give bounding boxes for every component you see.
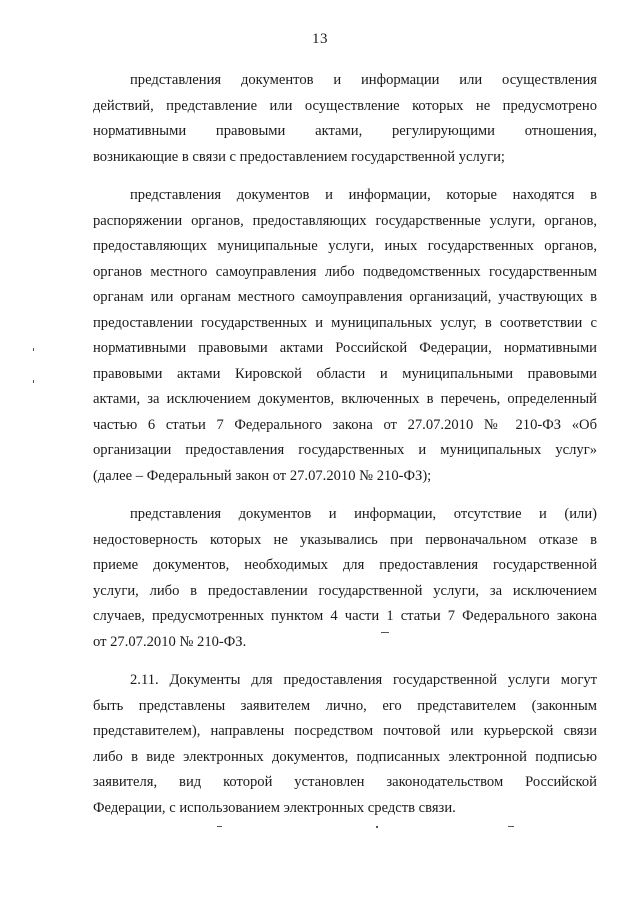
text-line: быть представлены заявителем лично, его представителем (законным [93,697,597,714]
scan-speck [508,826,514,827]
paragraph [93,502,597,655]
paragraph [93,68,597,170]
text-line: организации предоставления государственных и муниципальных услуг» [93,442,597,458]
text-line: возникающие в связи с предоставлением государственной услуги; [93,148,505,165]
text-line: либо в виде электронных документов, подписанных электронной подписью [93,748,597,765]
scan-speck [33,348,34,351]
text-line: действий, представление или осуществление которых не предусмотрено [93,97,597,114]
text-line: нормативными правовыми актами Российской Федерации, нормативными [93,340,597,356]
text-line: частью 6 статьи 7 Федерального закона от 27.07.2010 № 210-ФЗ «Об [93,416,597,433]
text-line: представителем), направлены посредством почтовой или курьерской связи [93,723,597,739]
scan-speck [381,632,389,633]
text-line: органам или органам местного самоуправления организаций, участвующих в [93,289,597,305]
text-line: (далее – Федеральный закон от 27.07.2010 № 210-ФЗ); [93,467,432,484]
text-line: Федерации, с использованием электронных средств связи. [93,799,456,816]
text-line: услуги, либо в предоставлении государственной услуги, за исключением [93,582,597,599]
text-line: недостоверность которых не указывались при первоначальном отказе в [93,531,597,548]
text-line: представления документов и информации, которые находятся в [130,187,597,203]
text-line: заявителя, вид которой установлен законодательством Российской [93,774,597,790]
paragraph [93,668,597,821]
text-line: от 27.07.2010 № 210-ФЗ. [93,633,247,650]
text-line: правовыми актами Кировской области и муниципальными правовыми [93,365,597,382]
page-number: 13 [312,31,328,47]
text-line: представления документов и информации, отсутствие и (или) [130,506,597,522]
text-line: предоставляющих муниципальные услуги, иных государственных органов, [93,238,597,254]
text-line: 2.11. Документы для предоставления государственной услуги могут [130,672,597,688]
text-line: представления документов и информации или осуществления [130,72,597,88]
text-line: распоряжении органов, предоставляющих государственные услуги, органов, [93,212,597,229]
document-body [93,68,597,821]
text-line: случаев, предусмотренных пунктом 4 части 1 статьи 7 Федерального закона [93,608,597,624]
text-line: приеме документов, необходимых для предоставления государственной [93,557,597,573]
scan-speck [376,826,378,828]
scan-speck [33,380,34,383]
scan-speck [217,826,222,827]
paragraph [93,183,597,489]
text-line: предоставлении государственных и муниципальных услуг, в соответствии с [93,314,597,331]
text-line: нормативными правовыми актами, регулирующими отношения, [93,123,597,139]
text-line: органов местного самоуправления либо подведомственных государственным [93,263,597,280]
text-line: актами, за исключением документов, включенных в перечень, определенный [93,391,597,407]
